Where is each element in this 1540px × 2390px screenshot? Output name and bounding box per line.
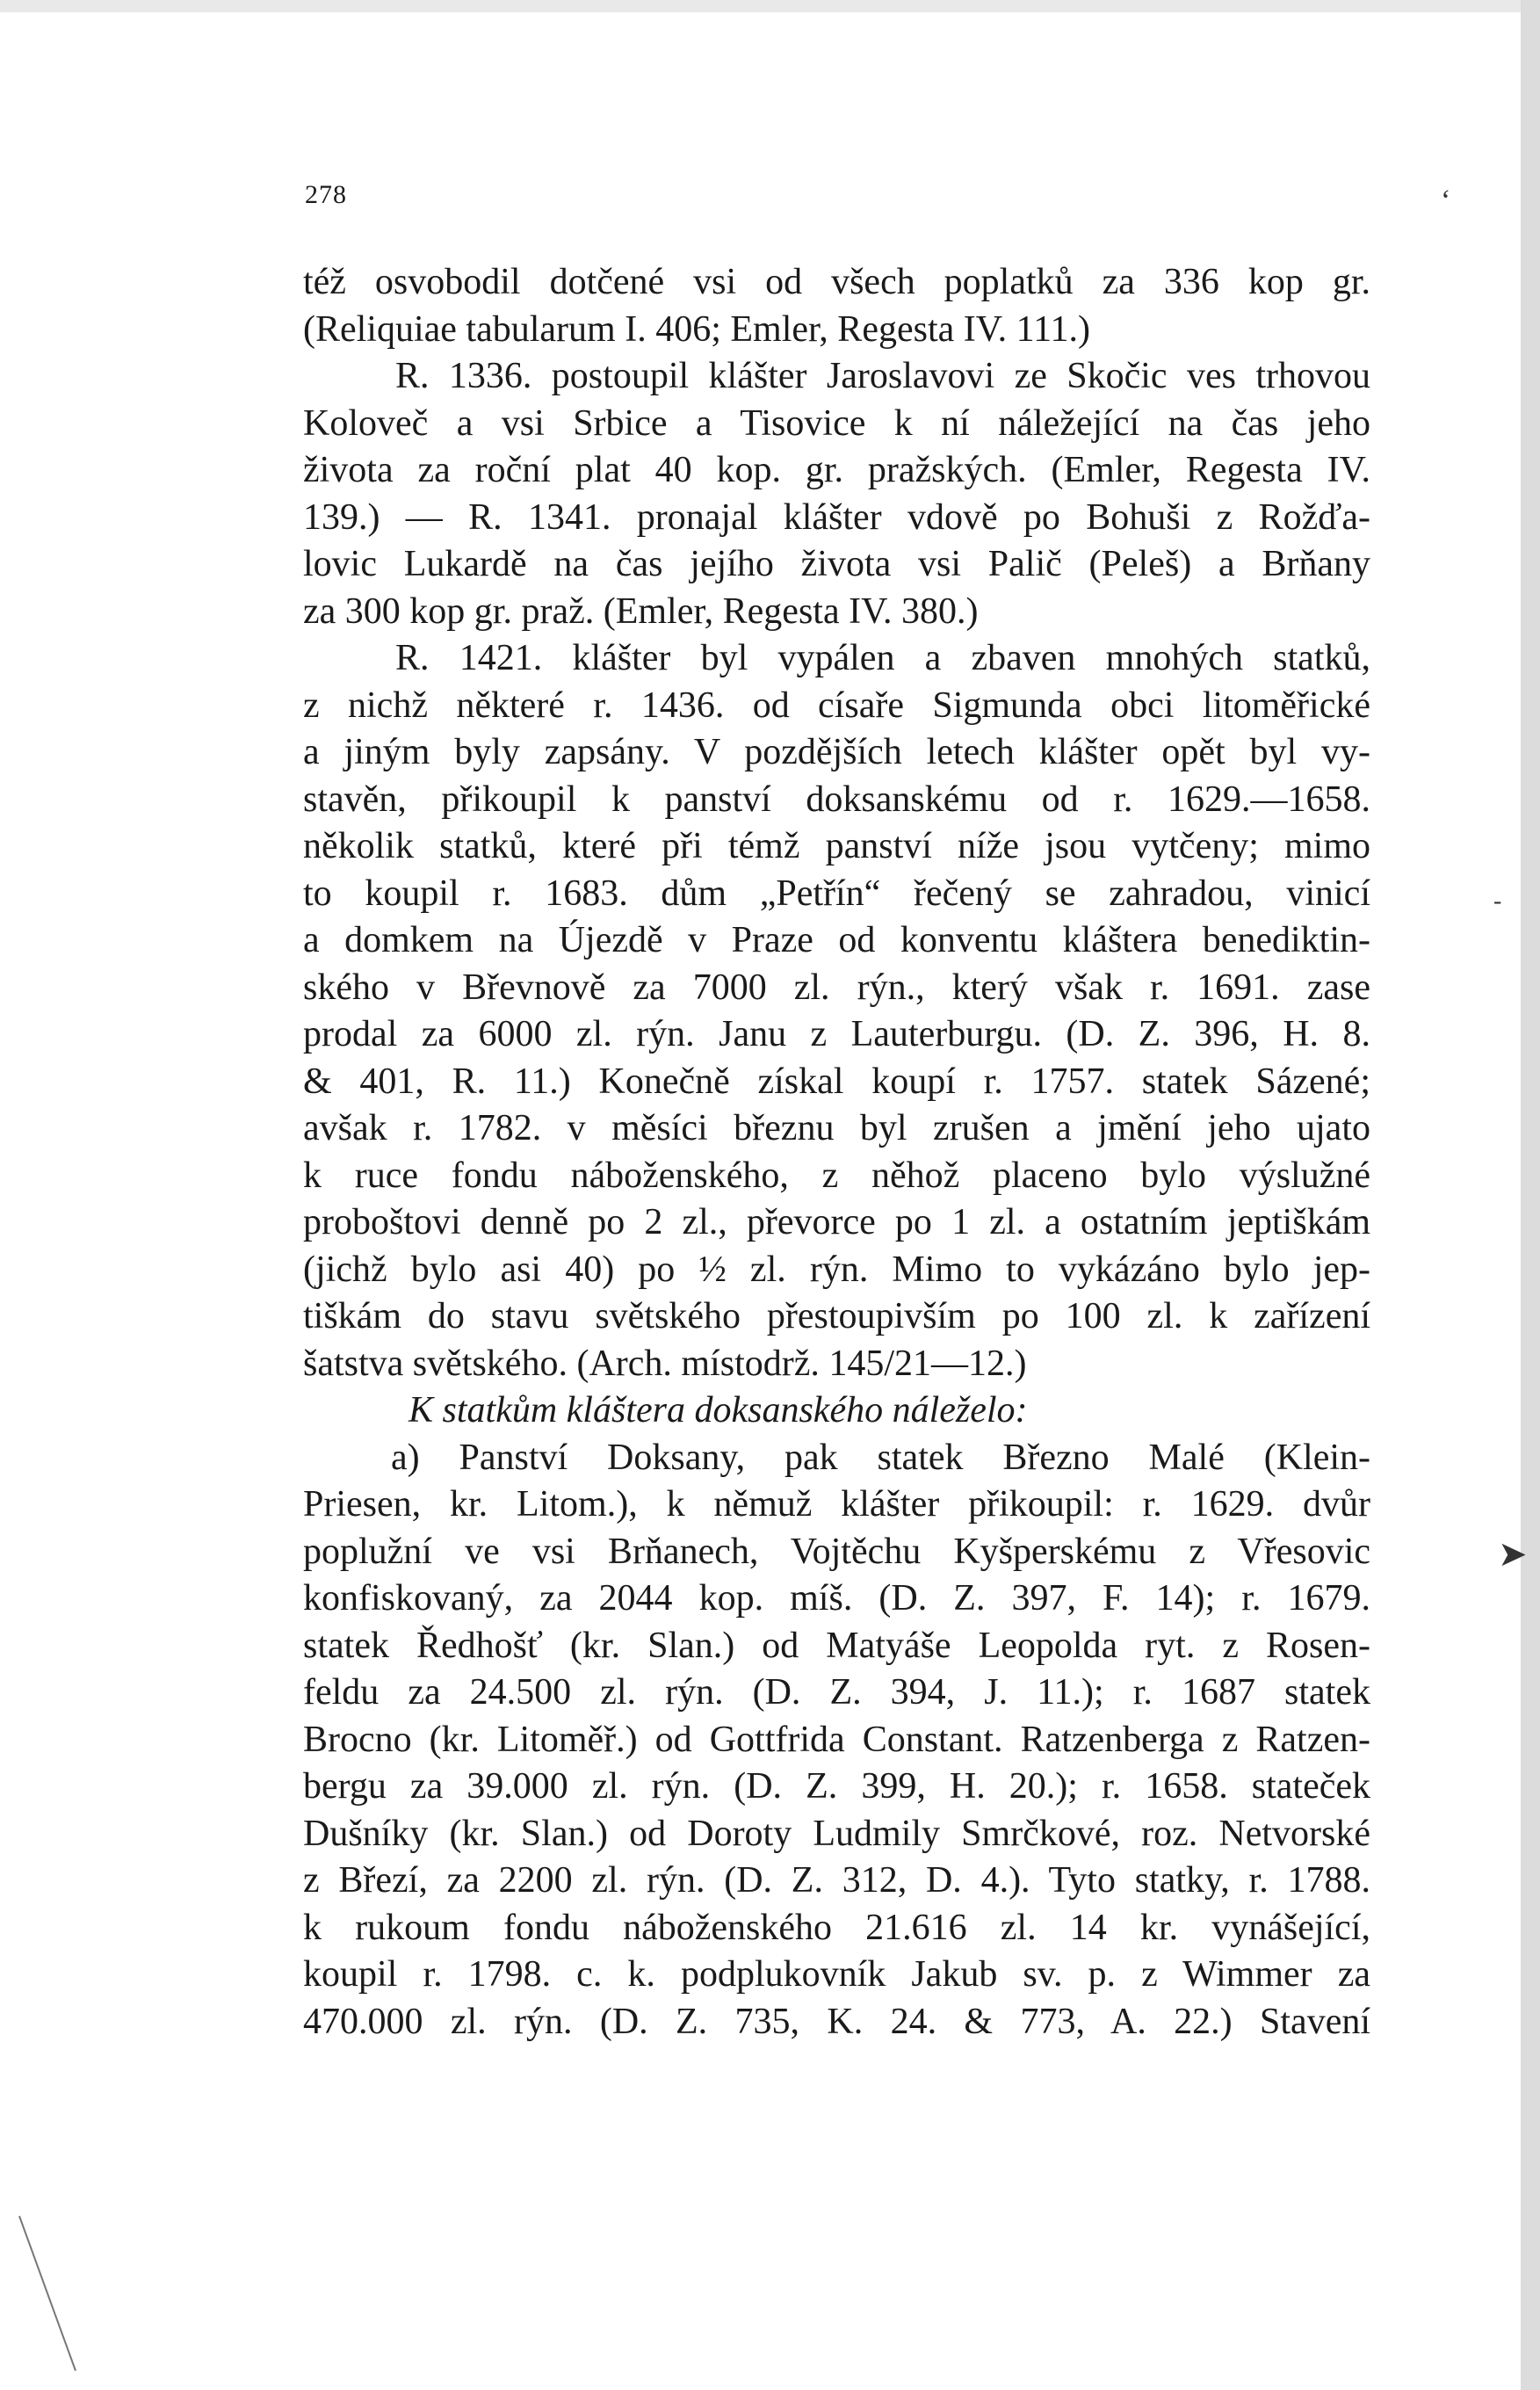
section-heading: K statkům kláštera doksanského náleželo: — [408, 1390, 1028, 1430]
corner-scratch-line — [18, 2214, 79, 2372]
scan-right-edge — [1521, 0, 1540, 2390]
text-line: a) Panství Doksany, pak statek Březno Malé (Klein- — [391, 1437, 1370, 1478]
text-line: prodal za 6000 zl. rýn. Janu z Lauterburgu. (D. Z. 396, H. 8. — [303, 1014, 1370, 1054]
text-line: (jichž bylo asi 40) po ½ zl. rýn. Mimo to vykázáno bylo jep- — [303, 1249, 1370, 1290]
text-line: to koupil r. 1683. dům „Petřín“ řečený se zahradou, vinicí — [303, 873, 1370, 914]
text-line: lovic Lukardě na čas jejího života vsi Palič (Peleš) a Brňany — [303, 544, 1370, 584]
margin-mark: ʻ — [1441, 185, 1451, 217]
text-line: šatstva světského. (Arch. místodrž. 145/21—12.) — [303, 1343, 1027, 1384]
text-line: a jiným byly zapsány. V pozdějších letech klášter opět byl vy- — [303, 732, 1370, 772]
text-line: Koloveč a vsi Srbice a Tisovice k ní náležející na čas jeho — [303, 402, 1370, 444]
text-line: R. 1421. klášter byl vypálen a zbaven mnohých statků, — [395, 638, 1370, 678]
scan-top-edge — [0, 0, 1540, 12]
text-line: a domkem na Újezdě v Praze od konventu kláštera benediktin- — [303, 920, 1370, 960]
text-line: k ruce fondu náboženského, z něhož placeno bylo výslužné — [303, 1155, 1370, 1196]
margin-tick-mark: ‐ — [1493, 887, 1502, 915]
text-line: avšak r. 1782. v měsíci březnu byl zrušen a jmění jeho ujato — [303, 1108, 1370, 1148]
text-line: feldu za 24.500 zl. rýn. (D. Z. 394, J. 11.); r. 1687 statek — [303, 1672, 1370, 1713]
text-line: 139.) — R. 1341. pronajal klášter vdově po Bohuši z Rožďa- — [303, 496, 1370, 538]
text-line: z Březí, za 2200 zl. rýn. (D. Z. 312, D. 4.). Tyto statky, r. 1788. — [303, 1860, 1370, 1901]
text-line: Dušníky (kr. Slan.) od Doroty Ludmily Smrčkové, roz. Netvorské — [303, 1813, 1370, 1854]
text-line: 470.000 zl. rýn. (D. Z. 735, K. 24. & 773, A. 22.) Stavení — [303, 2001, 1370, 2042]
text-line: proboštovi denně po 2 zl., převorce po 1 zl. a ostatním jeptiškám — [303, 1202, 1370, 1242]
text-line: koupil r. 1798. c. k. podplukovník Jakub sv. p. z Wimmer za — [303, 1954, 1370, 1995]
text-line: za 300 kop gr. praž. (Emler, Regesta IV. 380.) — [303, 590, 979, 632]
body-text — [303, 259, 1370, 2046]
text-line: života za roční plat 40 kop. gr. pražských. (Emler, Regesta IV. — [303, 450, 1370, 490]
text-line: stavěn, přikoupil k panství doksanskému od r. 1629.—1658. — [303, 779, 1370, 820]
text-line: Priesen, kr. Litom.), k němuž klášter přikoupil: r. 1629. dvůr — [303, 1484, 1370, 1525]
text-line: k rukoum fondu náboženského 21.616 zl. 14 kr. vynášející, — [303, 1907, 1370, 1948]
text-line: několik statků, které při témž panství níže jsou vytčeny; mimo — [303, 826, 1370, 866]
text-line: z nichž některé r. 1436. od císaře Sigmunda obci litoměřické — [303, 684, 1370, 726]
text-line: (Reliquiae tabularum I. 406; Emler, Regesta IV. 111.) — [303, 308, 1091, 350]
text-line: bergu za 39.000 zl. rýn. (D. Z. 399, H. 20.); r. 1658. stateček — [303, 1766, 1370, 1807]
text-line: statek Ředhošť (kr. Slan.) od Matyáše Leopolda ryt. z Rosen- — [303, 1625, 1370, 1666]
margin-arrow-mark: ➤ — [1498, 1534, 1528, 1574]
text-line: konfiskovaný, za 2044 kop. míš. (D. Z. 397, F. 14); r. 1679. — [303, 1578, 1370, 1619]
text-line: též osvobodil dotčené vsi od všech poplatků za 336 kop gr. — [303, 262, 1370, 302]
text-line: R. 1336. postoupil klášter Jaroslavovi ze Skočic ves trhovou — [395, 356, 1370, 396]
text-line: & 401, R. 11.) Konečně získal koupí r. 1757. statek Sázené; — [303, 1061, 1370, 1102]
text-line: ského v Břevnově za 7000 zl. rýn., který však r. 1691. zase — [303, 967, 1370, 1008]
text-line: Brocno (kr. Litoměř.) od Gottfrida Constant. Ratzenberga z Ratzen- — [303, 1719, 1370, 1760]
page-number: 278 — [305, 180, 347, 209]
text-line: tiškám do stavu světského přestoupivším po 100 zl. k zařízení — [303, 1296, 1370, 1336]
text-line: poplužní ve vsi Brňanech, Vojtěchu Kyšperskému z Vřesovic — [303, 1531, 1370, 1572]
